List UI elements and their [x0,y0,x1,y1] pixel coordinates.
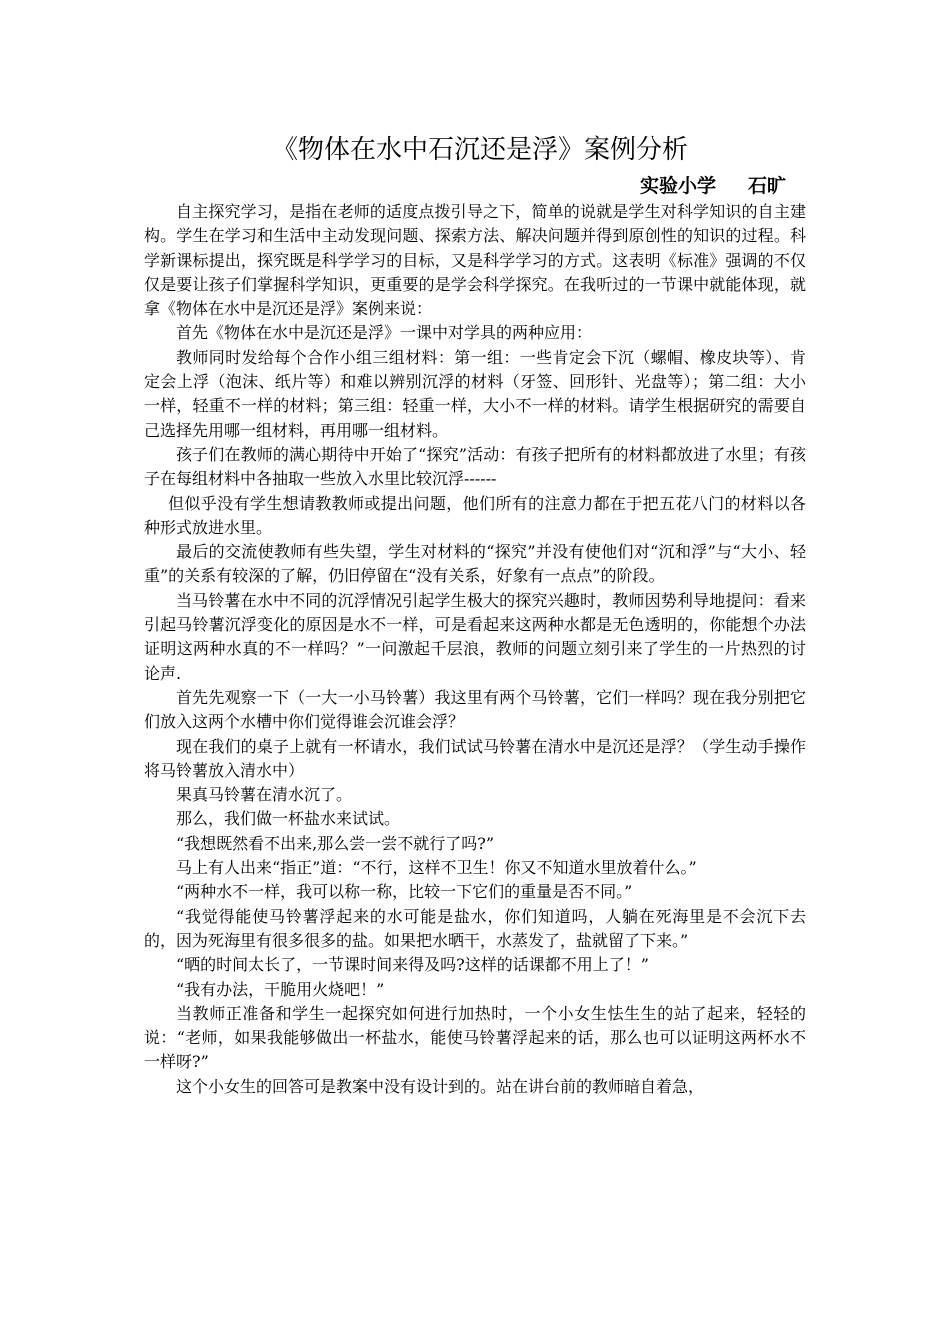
paragraph: “我有办法，干脆用火烧吧！” [176,979,385,999]
document-title: 《物体在水中石沉还是浮》案例分析 [272,135,689,165]
paragraph: 当马铃薯在水中不同的沉浮情况引起学生极大的探究兴趣时，教师因势利导地提问：看来引起马铃薯沉浮变化的原因是水不一样，可是看起来这两种水都是无色透明的，你能想个办法证明这两种水真的不一样吗？”一问激起千层浪，教师的问题立刻引来了学生的一片热烈的讨论声. [144,590,806,683]
paragraph: “我想既然看不出来,那么尝一尝不就行了吗?” [176,833,495,853]
author-school: 实验小学 [640,175,717,197]
document-body [144,200,806,1099]
paragraph: 马上有人出来“指正”道：“不行，这样不卫生！你又不知道水里放着什么。” [176,858,697,878]
paragraph: 但似乎没有学生想请教教师或提出问题，他们所有的注意力都在于把五花八门的材料以各种形式放进水里。 [144,493,806,537]
paragraph: 现在我们的桌子上就有一杯请水，我们试试马铃薯在清水中是沉还是浮？（学生动手操作将马铃薯放入清水中） [144,736,806,780]
paragraph: 最后的交流使教师有些失望，学生对材料的“探究”并没有使他们对“沉和浮”与“大小、轻重”的关系有较深的了解，仍旧停留在“没有关系，好象有一点点”的阶段。 [144,542,806,586]
paragraph: 孩子们在教师的满心期待中开始了“探究”活动：有孩子把所有的材料都放进了水里；有孩子在每组材料中各抽取一些放入水里比较沉浮------ [144,444,806,489]
paragraph: 那么，我们做一杯盐水来试试。 [176,809,401,829]
paragraph: 首先先观察一下（一大一小马铃薯）我这里有两个马铃薯，它们一样吗？现在我分别把它们放入这两个水槽中你们觉得谁会沉谁会浮？ [144,687,806,732]
paragraph: “两种水不一样，我可以称一称，比较一下它们的重量是否不同。” [176,882,633,902]
paragraph: 首先《物体在水中是沉还是浮》一课中对学具的两种应用： [176,323,593,343]
paragraph: 当教师正准备和学生一起探究如何进行加热时，一个小女生怯生生的站了起来，轻轻的说：“老师，如果我能够做出一杯盐水，能使马铃薯浮起来的话，那么也可以证明这两杯水不一样呀?” [144,1003,806,1072]
author-name: 石旷 [748,175,787,197]
paragraph: “晒的时间太长了，一节课时间来得及吗?这样的话课都不用上了！” [176,955,649,975]
paragraph: 果真马铃薯在清水沉了。 [176,785,353,805]
paragraph: 自主探究学习，是指在老师的适度点拨引导之下，简单的说就是学生对科学知识的自主建构。学生在学习和生活中主动发现问题、探索方法、解决问题并得到原创性的知识的过程。科学新课标提出，探究既是科学学习的目标，又是科学学习的方式。这表明《标准》强调的不仅仅是要让孩子们掌握科学知识，更重要的是学会科学探究。在我听过的一节课中就能体现，就拿《物体在水中是沉还是浮》案例来说： [144,202,806,319]
paragraph: 教师同时发给每个合作小组三组材料：第一组：一些肯定会下沉（螺帽、橡皮块等）、肯定会上浮（泡沫、纸片等）和难以辨别沉浮的材料（牙签、回形针、光盘等）；第二组：大小一样，轻重不一样的材料；第三组：轻重一样，大小不一样的材料。请学生根据研究的需要自己选择先用哪一组材料，再用哪一组材料。 [144,347,806,440]
paragraph: “我觉得能使马铃薯浮起来的水可能是盐水，你们知道吗，人躺在死海里是不会沉下去的，因为死海里有很多很多的盐。如果把水晒干，水蒸发了，盐就留了下来。” [144,906,806,950]
author-line [640,172,786,200]
paragraph: 这个小女生的回答可是教案中没有设计到的。站在讲台前的教师暗自着急， [176,1076,705,1096]
